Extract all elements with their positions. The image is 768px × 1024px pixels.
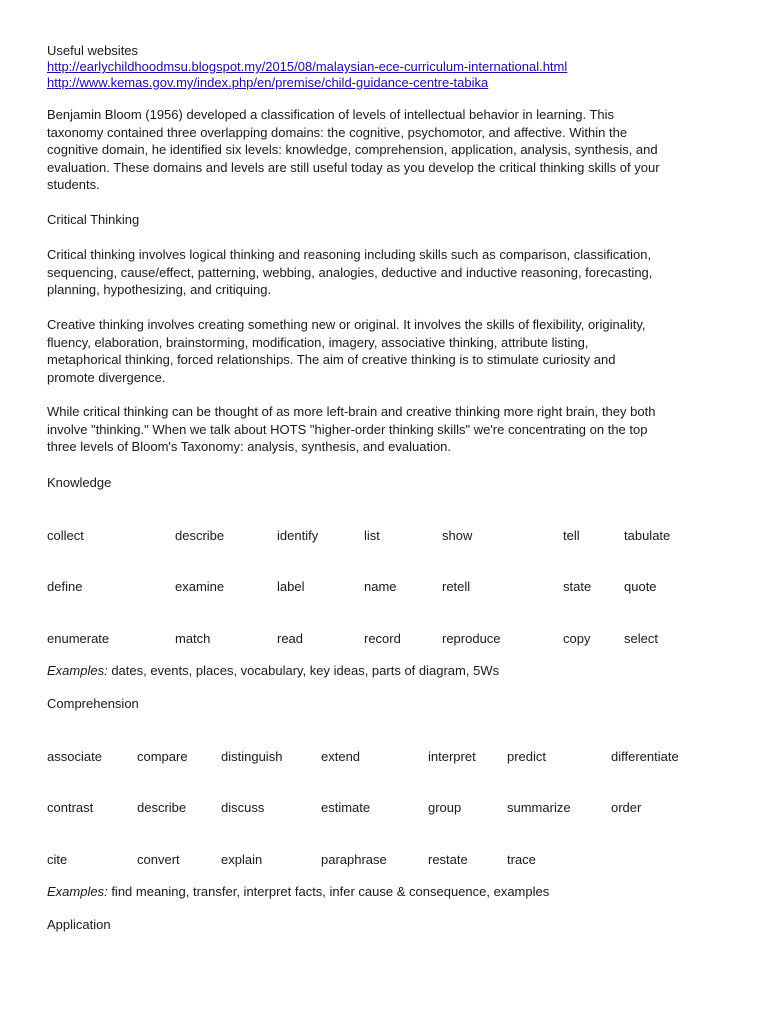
table-cell: enumerate [47, 631, 110, 646]
table-cell: tabulate [624, 528, 671, 543]
table-cell: cite [47, 852, 68, 867]
table-cell: distinguish [221, 749, 283, 764]
table-cell: quote [624, 579, 657, 594]
table-cell: read [277, 631, 304, 646]
table-cell: tell [563, 528, 580, 543]
critical-thinking-paragraph: Critical thinking involves logical thinking and reasoning including skills such as comparison, classification, sequencing, cause/effect, patterning, webbing, analogies, deductive and inductive reasoning, forecasting, planning, hypothesizing, and critiquing. [47, 247, 653, 297]
table-cell: order [611, 800, 642, 815]
table-cell: collect [47, 528, 84, 543]
table-cell: describe [175, 528, 225, 543]
examples-text: dates, events, places, vocabulary, key ideas, parts of diagram, 5Ws [107, 663, 500, 678]
table-cell: match [175, 631, 211, 646]
table-cell: predict [507, 749, 547, 764]
intro-paragraph: Benjamin Bloom (1956) developed a classification of levels of intellectual behavior in learning. This taxonomy contained three overlapping domains: the cognitive, psychomotor, and affective. Within the cognitive domain, he identified six levels: knowledge, comprehension, application, analysis, synthesis, and evaluation. These domains and levels are still useful today as you develop the critical thinking skills of your students. [47, 107, 660, 192]
knowledge-heading: Knowledge [47, 475, 112, 490]
table-cell: show [442, 528, 473, 543]
table-cell: restate [428, 852, 468, 867]
table-cell: discuss [221, 800, 265, 815]
table-cell: list [364, 528, 380, 543]
table-cell: identify [277, 528, 319, 543]
table-cell: compare [137, 749, 188, 764]
table-cell: trace [507, 852, 536, 867]
critical-thinking-heading: Critical Thinking [47, 212, 140, 227]
table-cell: extend [321, 749, 361, 764]
table-cell: interpret [428, 749, 476, 764]
link-early-childhood-blog[interactable]: http://earlychildhoodmsu.blogspot.my/2015/08/malaysian-ece-curriculum-international.html [47, 59, 568, 74]
table-cell: estimate [321, 800, 371, 815]
table-cell: paraphrase [321, 852, 387, 867]
table-cell: differentiate [611, 749, 679, 764]
table-cell: retell [442, 579, 471, 594]
table-cell: name [364, 579, 397, 594]
comprehension-heading: Comprehension [47, 696, 139, 711]
application-heading: Application [47, 917, 111, 932]
link-kemas[interactable]: http://www.kemas.gov.my/index.php/en/premise/child-guidance-centre-tabika [47, 75, 489, 90]
creative-thinking-paragraph: Creative thinking involves creating something new or original. It involves the skills of flexibility, originality, fluency, elaboration, brainstorming, modification, imagery, associative thinking, attribute listing, metaphorical thinking, forced relationships. The aim of creative thinking is to stimulate curiosity and promote divergence. [47, 317, 646, 385]
table-cell: define [47, 579, 83, 594]
examples-label: Examples: [47, 663, 108, 678]
comprehension-examples [47, 883, 549, 901]
table-cell: associate [47, 749, 102, 764]
examples-label: Examples: [47, 884, 108, 899]
table-cell: record [364, 631, 401, 646]
table-cell: contrast [47, 800, 94, 815]
table-cell: explain [221, 852, 263, 867]
table-cell: summarize [507, 800, 571, 815]
table-cell: state [563, 579, 592, 594]
table-cell: describe [137, 800, 187, 815]
useful-websites-title: Useful websites [47, 43, 139, 58]
knowledge-examples [47, 662, 499, 680]
table-cell: copy [563, 631, 591, 646]
table-cell: convert [137, 852, 180, 867]
table-cell: select [624, 631, 658, 646]
examples-text: find meaning, transfer, interpret facts, infer cause & consequence, examples [107, 884, 550, 899]
table-cell: group [428, 800, 462, 815]
table-cell: examine [175, 579, 225, 594]
table-cell: reproduce [442, 631, 501, 646]
table-cell: label [277, 579, 305, 594]
hots-paragraph: While critical thinking can be thought of as more left-brain and creative thinking more right brain, they both involve "thinking." When we talk about HOTS "higher-order thinking skills" we're concentrating on the top three levels of Bloom's Taxonomy: analysis, synthesis, and evaluation. [47, 404, 656, 454]
